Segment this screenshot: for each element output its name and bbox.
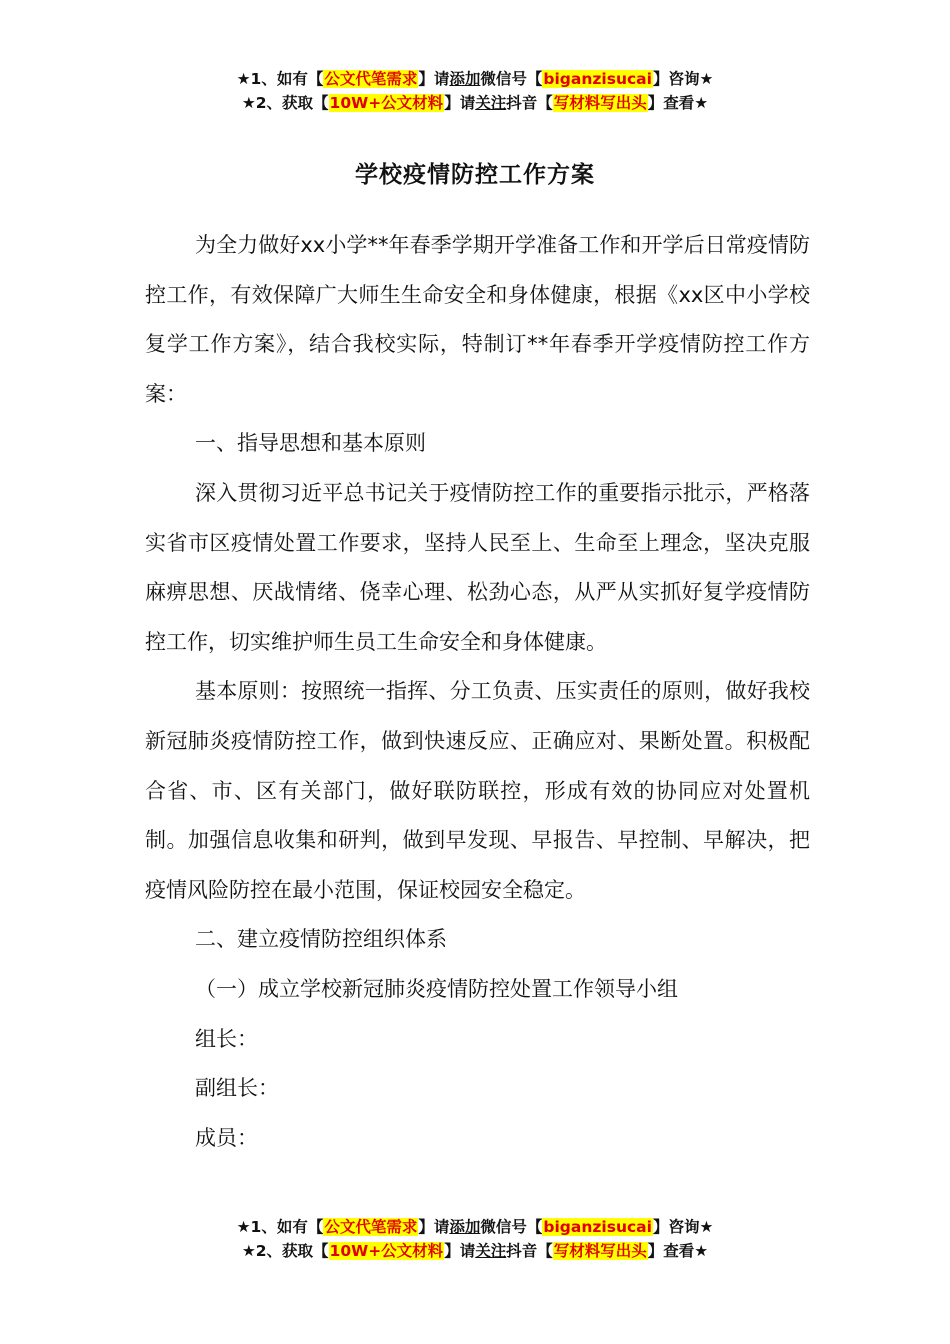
deputy-leader-line: 副组长： [195,1076,279,1101]
document-body [145,221,810,1163]
paragraph-basic-principles: 基本原则：按照统一指挥、分工负责、压实责任的原则，做好我校新冠肺炎疫情防控工作，做到快速反应、正确应对、果断处置。积极配合省、市、区有关部门，做好联防联控，形成有效的协同应对处置机制。加强信息收集和研判，做到早发现、早报告、早控制、早解决，把疫情风险防控在最小范围，保证校园安全稳定。 [145,679,810,902]
highlight-materials: 10W+公文材料 [329,94,444,112]
highlight-wechat-id: biganzisucai [543,70,652,88]
document-title: 学校疫情防控工作方案 [355,162,595,188]
promo-line-1: ★1、如有【公文代笔需求】请添加微信号【biganzisucai】咨询★ [236,70,714,88]
group-leader-line: 组长： [195,1026,258,1051]
subsection-heading-1: （一）成立学校新冠肺炎疫情防控处置工作领导小组 [195,976,678,1001]
promo-line-1: ★1、如有【公文代笔需求】请添加微信号【biganzisucai】咨询★ [236,1218,714,1236]
highlight-materials: 10W+公文材料 [329,1242,444,1260]
promo-line-2: ★2、获取【10W+公文材料】请关注抖音【写材料写出头】查看★ [241,1242,709,1260]
underlined-add: 添加 [449,70,481,88]
highlight-douyin-account: 写材料写出头 [553,1242,647,1260]
promo-banner-bottom [0,1215,950,1263]
highlight-wechat-id: biganzisucai [543,1218,652,1236]
underlined-follow: 关注 [475,94,507,112]
promo-line-2: ★2、获取【10W+公文材料】请关注抖音【写材料写出头】查看★ [241,94,709,112]
highlight-douyin-account: 写材料写出头 [553,94,647,112]
section-heading-2: 二、建立疫情防控组织体系 [195,927,447,952]
paragraph-guiding-thought: 深入贯彻习近平总书记关于疫情防控工作的重要指示批示，严格落实省市区疫情处置工作要求，坚持人民至上、生命至上理念，坚决克服麻痹思想、厌战情绪、侥幸心理、松劲心态，从严从实抓好复学疫情防控工作，切实维护师生员工生命安全和身体健康。 [145,480,810,654]
highlight-writing-service: 公文代笔需求 [324,70,418,88]
underlined-add: 添加 [449,1218,481,1236]
members-line: 成员： [195,1125,258,1150]
promo-banner-top [0,67,950,115]
section-heading-1: 一、指导思想和基本原则 [195,431,426,456]
highlight-writing-service: 公文代笔需求 [324,1218,418,1236]
underlined-follow: 关注 [475,1242,507,1260]
paragraph-intro: 为全力做好xx小学**年春季学期开学准备工作和开学后日常疫情防控工作，有效保障广大师生生命安全和身体健康，根据《xx区中小学校复学工作方案》，结合我校实际，特制订**年春季开学疫情防控工作方案： [145,233,810,406]
